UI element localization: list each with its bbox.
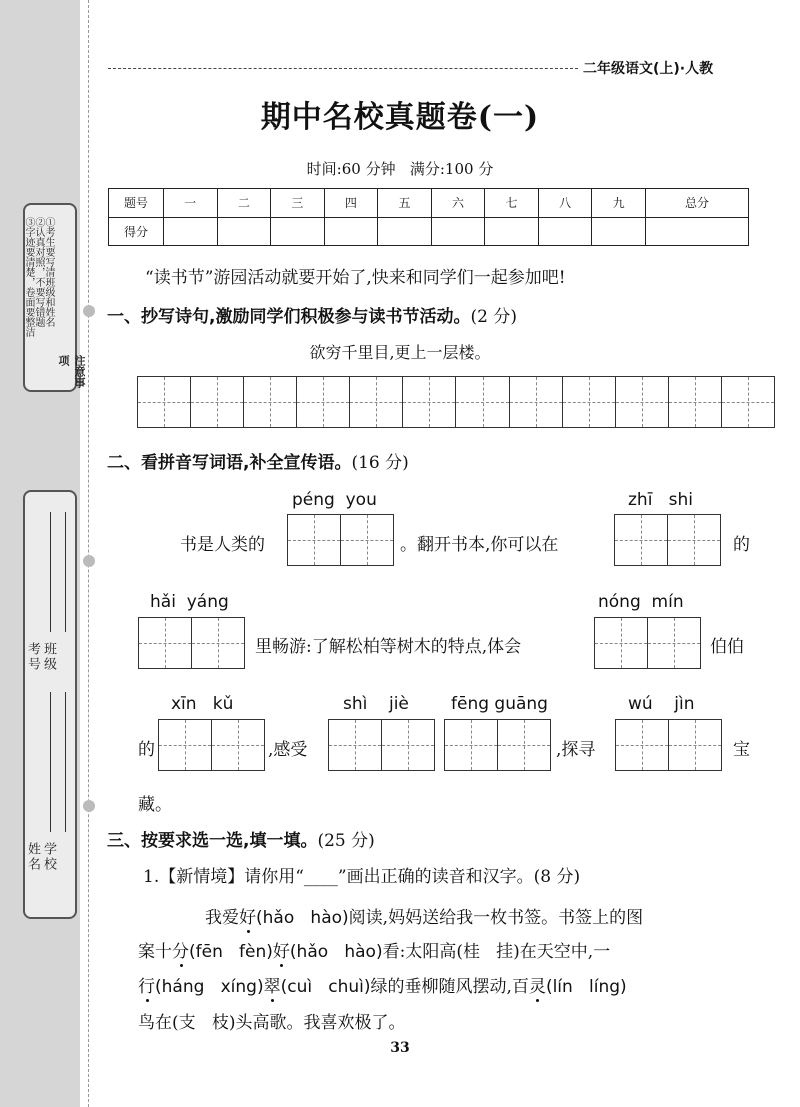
notice-line-1: ①考生要写清班级和姓名 — [43, 217, 54, 327]
answer-box-6[interactable] — [328, 719, 435, 771]
pinyin-choice[interactable]: (lín líng) — [545, 977, 627, 997]
score-cell: 七 — [485, 189, 539, 218]
pinyin-choice[interactable]: (fēn fèn) — [189, 942, 273, 962]
dotted-char: 灵 — [528, 977, 546, 997]
score-cell: 题号 — [109, 189, 164, 218]
dotted-char: 分 — [172, 942, 189, 962]
text-2: 。翻开书本,你可以在 — [400, 535, 559, 555]
section-2-title: 二、看拼音写词语,补全宣传语。 — [107, 453, 352, 473]
notice-title: 注意事项 — [57, 355, 86, 388]
subject-label: 二年级语文(上)·人教 — [583, 61, 714, 77]
passage-text: 阅读,妈妈送给我一枚书签。书签上的图 — [348, 908, 644, 928]
class-fill-line — [50, 512, 51, 632]
pinyin-1: péng you — [292, 490, 377, 510]
score-input-cell[interactable] — [485, 217, 539, 246]
section-2-heading — [107, 448, 409, 473]
question-1-blank: ____ — [303, 867, 338, 887]
question-1-prefix: 1.【新情境】请你用“ — [143, 867, 304, 887]
score-input-cell[interactable] — [271, 217, 325, 246]
pinyin-5: xīn kǔ — [171, 694, 234, 714]
score-cell: 八 — [538, 189, 592, 218]
score-cell: 得分 — [109, 217, 164, 246]
score-cell: 九 — [592, 189, 646, 218]
passage-text: 绿的垂柳随风摆动,百 — [370, 977, 529, 997]
question-1 — [143, 862, 580, 887]
school-fill-line — [50, 692, 51, 832]
binding-hole-3 — [83, 800, 95, 812]
section-2-points: (16 分) — [351, 453, 409, 473]
pinyin-6: shì jiè — [343, 694, 409, 714]
score-input-cell[interactable] — [645, 217, 748, 246]
section-3-points: (25 分) — [317, 831, 375, 851]
score-input-cell[interactable] — [431, 217, 485, 246]
score-cell: 总分 — [645, 189, 748, 218]
text-8: ,探寻 — [556, 740, 596, 760]
pinyin-7: fēng guāng — [451, 694, 548, 714]
pinyin-choice[interactable]: (háng xíng) — [155, 977, 264, 997]
text-6: 的 — [138, 740, 155, 760]
score-table-score-row — [109, 217, 749, 246]
question-1-suffix: ”画出正确的读音和汉字。(8 分) — [337, 867, 581, 887]
school-label: 学校 — [41, 842, 56, 872]
exam-number-label: 考号 — [25, 642, 40, 672]
score-input-cell[interactable] — [378, 217, 432, 246]
score-table-header-row — [109, 189, 749, 218]
pinyin-choice[interactable]: (cuì chuì) — [280, 977, 371, 997]
text-7: ,感受 — [268, 740, 308, 760]
text-4: 里畅游:了解松柏等树木的特点,体会 — [255, 637, 522, 657]
poem-line: 欲穷千里目,更上一层楼。 — [309, 343, 491, 362]
notice-line-2: ②认真对照，不要写错题 — [33, 217, 44, 327]
answer-box-5[interactable] — [158, 719, 265, 771]
pinyin-choice[interactable]: (hǎo hào) — [289, 942, 383, 962]
section-1-title: 一、抄写诗句,激励同学们积极参与读书节活动。 — [107, 307, 471, 327]
pinyin-3: hǎi yáng — [150, 592, 229, 612]
pinyin-4: nóng mín — [598, 592, 684, 612]
text-9: 宝 — [733, 740, 750, 760]
notice-line-3: ③字迹要清楚，卷面要整洁 — [23, 217, 34, 337]
pinyin-choice[interactable]: (hǎo hào) — [256, 908, 349, 928]
pinyin-2: zhī shi — [628, 490, 693, 510]
binding-hole-1 — [83, 305, 95, 317]
section-1-points: (2 分) — [470, 307, 517, 327]
score-cell: 六 — [431, 189, 485, 218]
dotted-char: 好 — [272, 942, 290, 962]
answer-box-7[interactable] — [444, 719, 551, 771]
time-info: 时间:60 分钟 满分:100 分 — [306, 160, 494, 178]
answer-box-2[interactable] — [614, 514, 721, 566]
class-label: 班级 — [41, 642, 56, 672]
passage-line-2 — [138, 937, 610, 962]
passage-text: 案十 — [138, 942, 172, 962]
page-title: 期中名校真题卷(一) — [260, 100, 540, 135]
pinyin-8: wú jìn — [628, 694, 695, 714]
score-cell: 五 — [378, 189, 432, 218]
student-info-box — [23, 490, 77, 919]
dotted-char: 行 — [138, 977, 155, 997]
score-input-cell[interactable] — [217, 217, 271, 246]
score-cell: 三 — [271, 189, 325, 218]
score-table — [108, 188, 749, 246]
score-input-cell[interactable] — [538, 217, 592, 246]
answer-box-3[interactable] — [138, 617, 245, 669]
section-1-heading — [107, 302, 517, 327]
name-fill-line — [65, 692, 66, 832]
text-5: 伯伯 — [710, 637, 744, 657]
score-cell: 四 — [324, 189, 378, 218]
score-input-cell[interactable] — [592, 217, 646, 246]
intro-text: “读书节”游园活动就要开始了,快来和同学们一起参加吧! — [145, 268, 566, 288]
page-number: 33 — [390, 1040, 410, 1056]
dotted-char: 翠 — [263, 977, 281, 997]
notice-box — [23, 203, 86, 392]
section-3-heading — [107, 826, 375, 851]
binding-hole-2 — [83, 555, 95, 567]
dotted-char: 好 — [239, 908, 256, 928]
header-dash-line — [108, 68, 578, 69]
passage-line-1 — [205, 903, 643, 928]
copy-grid[interactable] — [137, 376, 775, 428]
score-input-cell[interactable] — [164, 217, 218, 246]
answer-box-8[interactable] — [615, 719, 722, 771]
name-label: 姓名 — [25, 842, 40, 872]
score-cell: 二 — [217, 189, 271, 218]
score-cell: 一 — [164, 189, 218, 218]
text-10: 藏。 — [138, 795, 172, 815]
score-input-cell[interactable] — [324, 217, 378, 246]
passage-line-4: 鸟在(支 枝)头高歌。我喜欢极了。 — [138, 1013, 406, 1033]
section-3-title: 三、按要求选一选,填一填。 — [107, 831, 318, 851]
text-3: 的 — [733, 535, 750, 555]
exam-number-fill-line — [65, 512, 66, 632]
answer-box-4[interactable] — [594, 617, 701, 669]
passage-text: 我爱 — [205, 908, 239, 928]
answer-box-1[interactable] — [287, 514, 394, 566]
text-1: 书是人类的 — [180, 535, 265, 555]
passage-line-3 — [138, 972, 627, 997]
passage-text: 看:太阳高(桂 挂)在天空中,一 — [382, 942, 611, 962]
